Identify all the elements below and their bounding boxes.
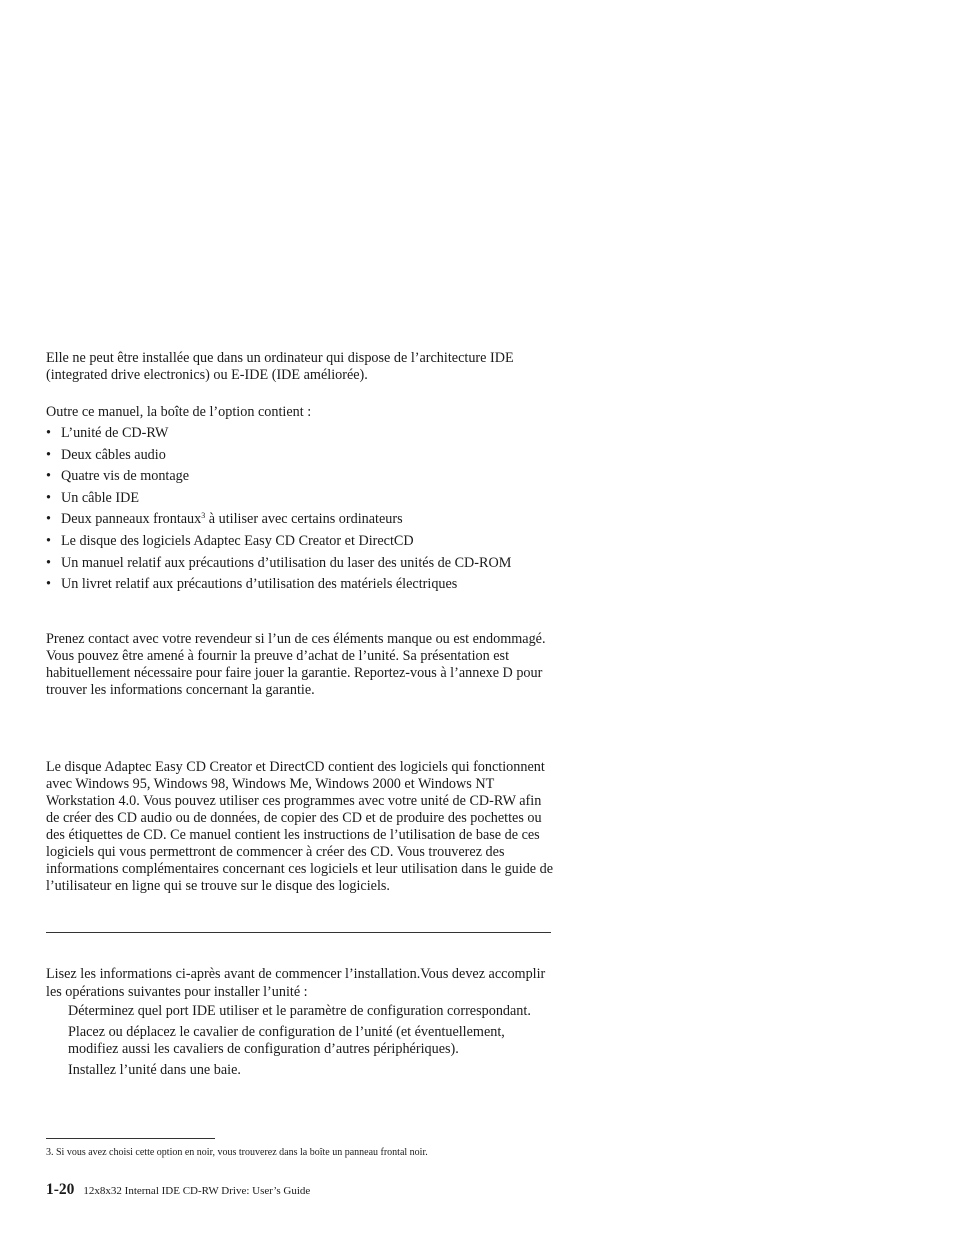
box-contents-list xyxy=(46,425,556,598)
list-item xyxy=(46,533,556,550)
list-item-text: Un manuel relatif aux précautions d’utilisation du laser des unités de CD-ROM xyxy=(61,554,512,571)
list-item-text: Le disque des logiciels Adaptec Easy CD Creator et DirectCD xyxy=(61,532,414,549)
bullet-icon: • xyxy=(46,554,51,571)
warranty-text: Prenez contact avec votre revendeur si l’un de ces éléments manque ou est endommagé. Vous pouvez être amené à fournir la preuve d’achat de l’unité. Sa présentation est habituellement nécessaire pour faire jouer la garantie. Reportez-vous à l’annexe D pour trouver les informations concernant la garantie. xyxy=(46,631,546,698)
footnote: 3. Si vous avez choisi cette option en noir, vous trouverez dans la boîte un panneau frontal noir. xyxy=(46,1147,428,1158)
software-text: Le disque Adaptec Easy CD Creator et DirectCD contient des logiciels qui fonctionnent avec Windows 95, Windows 98, Windows Me, Windows 2000 et Windows NT Workstation 4.0. Vous pouvez utiliser ces programmes avec votre unité de CD-RW afin de créer des CD audio ou de données, de copier des CD et de produire des pochettes ou des étiquettes de CD. Ce manuel contient les instructions de l’utilisation de base de ces logiciels qui vous permettront de commencer à créer des CD. Vous trouverez des informations complémentaires concernant ces logiciels et leur utilisation dans le guide de l’utilisateur en ligne qui se trouve sur le disque des logiciels. xyxy=(46,759,554,894)
list-item-text-start: Deux panneaux frontaux xyxy=(61,511,202,528)
footnote-divider xyxy=(46,1138,215,1139)
list-item xyxy=(46,425,556,442)
list-item xyxy=(46,468,556,485)
bullet-icon: • xyxy=(46,489,51,506)
list-item xyxy=(46,511,556,528)
list-item xyxy=(46,490,556,507)
architecture-paragraph xyxy=(46,350,556,384)
list-item-text: Quatre vis de montage xyxy=(61,468,190,485)
list-item xyxy=(46,576,556,593)
warranty-paragraph xyxy=(46,631,556,699)
bullet-icon: • xyxy=(46,532,51,549)
bullet-icon: • xyxy=(46,425,51,441)
list-item-text-end: à utiliser avec certains ordinateurs xyxy=(205,511,403,528)
list-item-text xyxy=(61,511,403,527)
install-intro-paragraph xyxy=(46,965,556,1001)
install-steps xyxy=(68,1003,538,1083)
list-item-text: L’unité de CD-RW xyxy=(61,425,169,441)
bullet-icon: • xyxy=(46,511,51,528)
guide-title: 12x8x32 Internal IDE CD-RW Drive: User’s Guide xyxy=(83,1185,311,1197)
bullet-icon: • xyxy=(46,468,51,485)
footnote-reference: 3 xyxy=(201,511,206,521)
contents-lead-paragraph xyxy=(46,404,556,421)
list-item xyxy=(46,447,556,464)
bullet-icon: • xyxy=(46,576,51,593)
contents-lead-text: Outre ce manuel, la boîte de l’option contient : xyxy=(46,404,312,420)
page-footer xyxy=(46,1181,310,1199)
install-intro-text: Lisez les informations ci-après avant de commencer l’installation.Vous devez accomplir les opérations suivantes pour installer l’unité : xyxy=(46,966,546,1000)
architecture-text: Elle ne peut être installée que dans un ordinateur qui dispose de l’architecture IDE (integrated drive electronics) ou E-IDE (IDE améliorée). xyxy=(46,350,514,383)
list-item xyxy=(46,555,556,572)
install-step: Installez l’unité dans une baie. xyxy=(68,1062,241,1078)
software-paragraph xyxy=(46,759,556,895)
page-number: 1-20 xyxy=(46,1181,75,1198)
install-step: Déterminez quel port IDE utiliser et le paramètre de configuration correspondant. xyxy=(68,1003,531,1019)
list-item-text: Un câble IDE xyxy=(61,489,139,506)
section-divider xyxy=(46,932,551,933)
list-item-text: Deux câbles audio xyxy=(61,446,166,463)
bullet-icon: • xyxy=(46,446,51,463)
install-step: Placez ou déplacez le cavalier de configuration de l’unité (et éventuellement, modifiez aussi les cavaliers de configuration d’autres périphériques). xyxy=(68,1024,505,1057)
list-item-text: Un livret relatif aux précautions d’utilisation des matériels électriques xyxy=(61,576,458,593)
